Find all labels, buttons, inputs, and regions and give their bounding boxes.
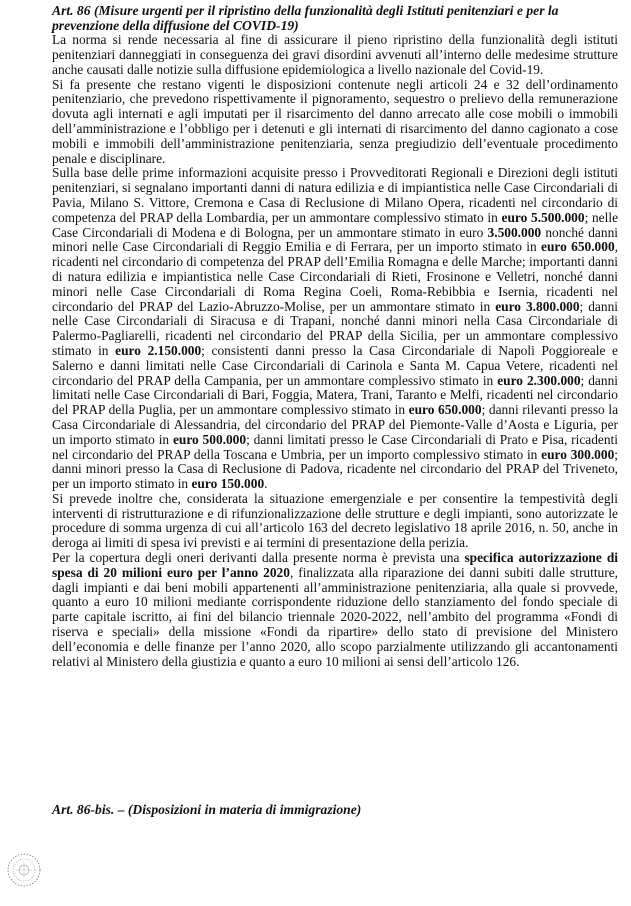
paragraph-3-text: ; danni limitati nelle Case Circondariali di Bari, Foggia, Matera, Trani, Taranto e Melfi, ricadenti nel circondario del PRAP della Puglia, per un ammontare complessivo stimato in <box>52 372 618 418</box>
paragraph-5-funding <box>52 551 618 669</box>
paragraph-5-text: , finalizzata alla riparazione dei danni subiti dalle strutture, dagli impianti e dai beni mobili appartenenti all’amministrazione penitenziaria, alla quale si provvede, quanto a euro 10 milioni mediante corrispondente riduzione dello stanziamento del fondo speciale di parte capitale iscritto, ai fini del bilancio triennale 2020-2022, nell’ambito del programma «Fondi di riserva e speciali» della missione «Fondi da ripartire» dello stato di previsione del Ministero dell’economia e delle finanze per l’anno 2020, allo scopo parzialmente utilizzando gli accantonamenti relativi al Ministero della giustizia e quanto a euro 10 milioni ai sensi dell’articolo 126. <box>52 564 618 669</box>
article-86-title: (Misure urgenti per il ripristino della funzionalità degli Istituti penitenziari e per la prevenzione della diffusione del COVID-19) <box>52 3 559 33</box>
paragraph-3-text: ; danni minori presso la Casa di Reclusione di Padova, ricadente nel circondario del PRAP del Triveneto, per un importo stimato in <box>52 446 618 492</box>
paragraph-3-text: , ricadenti nel circondario di competenza del PRAP dell’Emilia Romagna e delle Marche; importanti danni di natura edilizia e impiantistica nelle Case Circondariali di Rieti, Frosinone e Velletri, nonché danni minori nelle Case Circondariali di Roma Regina Coeli, Roma-Rebibbia e Isernia, ricadenti nel circondario del PRAP del Lazio-Abruzzo-Molise, per un ammontare stimato in <box>52 239 618 314</box>
paragraph-3-bold-amount: 3.500.000 <box>487 224 542 240</box>
paragraph-2: Si fa presente che restano vigenti le disposizioni contenute negli articoli 24 e 32 dell’ordinamento penitenziario, che prevedono rispettivamente il pignoramento, sequestro o prelievo della remunerazione dovuta agli internati e agli imputati per il risarcimento del danno arrecato alle cose mobili o immobili dell’amministrazione e l’obbligo per i detenuti e gli internati di risarcimento del danno cagionato a cose mobili e immobili dell’amministrazione penitenziaria, senza pregiudizio dell’eventuale procedimento penale e disciplinare. <box>52 76 618 166</box>
document-body <box>52 4 618 669</box>
paragraph-3-bold-amount: euro 650.000 <box>541 239 615 255</box>
paragraph-3-text: ; danni nelle Case Circondariali di Siracusa e di Trapani, nonché danni minori nella Casa Circondariale di Palermo-Pagliarelli, ricadenti nel circondario del PRAP della Sicilia, per un ammontare complessivo stimato in <box>52 298 618 358</box>
paragraph-3-damages <box>52 166 618 492</box>
paragraph-3-text: nonché danni minori nelle Case Circondariali di Reggio Emilia e di Ferrara, per un importo stimato in <box>52 224 618 255</box>
paragraph-3-text: ; consistenti danni presso la Casa Circondariale di Napoli Poggioreale e Salerno e danni limitati nelle Case Circondariali di Carinola e Santa M. Capua Vetere, ricadenti nel circondario del PRAP della Campania, per un ammontare complessivo stimato in <box>52 342 619 388</box>
article-86-number: Art. 86 <box>52 3 91 18</box>
paragraph-3-text: ; danni limitati presso le Case Circondariali di Prato e Pisa, ricadenti nel circondario del PRAP della Toscana e Umbria, per un importo complessivo stimato in <box>52 431 618 462</box>
paragraph-3-bold-amount: euro 500.000 <box>172 431 247 447</box>
paragraph-5-bold-amount: specifica autorizzazione di spesa di 20 milioni euro per l’anno 2020 <box>52 550 618 580</box>
paragraph-5-text: Per la copertura degli oneri derivanti dalla presente norma è prevista una <box>52 550 465 566</box>
paragraph-3-text: ; nelle Case Circondariali di Modena e di Bologna, per un ammontare stimato in euro <box>52 209 619 240</box>
paragraph-4: Si prevede inoltre che, considerata la situazione emergenziale e per consentire la tempestività degli interventi di ristrutturazione e di rifunzionalizzazione delle strutture e degli impianti, sono autorizzate le procedure di somma urgenza di cui all’articolo 163 del decreto legislativo 18 aprile 2016, n. 50, anche in deroga ai limiti di spesa ivi previsti e ai termini di presentazione della perizia. <box>52 490 618 551</box>
article-86-heading <box>52 4 618 33</box>
paragraph-3-text: . <box>264 476 268 492</box>
paragraph-3-bold-amount: euro 150.000 <box>191 476 265 492</box>
paragraph-1: La norma si rende necessaria al fine di assicurare il pieno ripristino della funzionalità degli istituti penitenziari danneggiati in conseguenza dei gravi disordini avvenuti all’interno delle medesime strutture anche causati dalle notizie sulla diffusione epidemiologica a livello nazionale del Covid-19. <box>52 32 618 77</box>
seal-stamp-icon <box>6 852 42 888</box>
paragraph-3-bold-amount: euro 2.300.000 <box>497 372 581 388</box>
paragraph-3-text: Sulla base delle prime informazioni acquisite presso i Provveditorati Regionali e Direzioni degli istituti penitenziari, si segnalano importanti danni di natura edilizia e di impiantistica nelle Case Circondariali di Pavia, Milano S. Vittore, Cremona e Casa di Reclusione di Milano Opera, ricadenti nel circondario di competenza del PRAP della Lombardia, per un ammontare complessivo stimato in <box>52 165 618 225</box>
paragraph-3-text: ; danni rilevanti presso la Casa Circondariale di Alessandria, del circondario del PRAP del Piemonte-Valle d’Aosta e Liguria, per un importo stimato in <box>52 402 619 447</box>
paragraph-3-bold-amount: euro 300.000 <box>541 446 615 462</box>
paragraph-3-bold-amount: euro 3.800.000 <box>495 298 580 314</box>
article-86-bis-heading: Art. 86-bis. – (Disposizioni in materia di immigrazione) <box>52 802 362 817</box>
paragraph-3-bold-amount: euro 2.150.000 <box>115 342 202 358</box>
paragraph-3-bold-amount: euro 5.500.000 <box>501 209 585 225</box>
paragraph-3-bold-amount: euro 650.000 <box>408 402 482 418</box>
